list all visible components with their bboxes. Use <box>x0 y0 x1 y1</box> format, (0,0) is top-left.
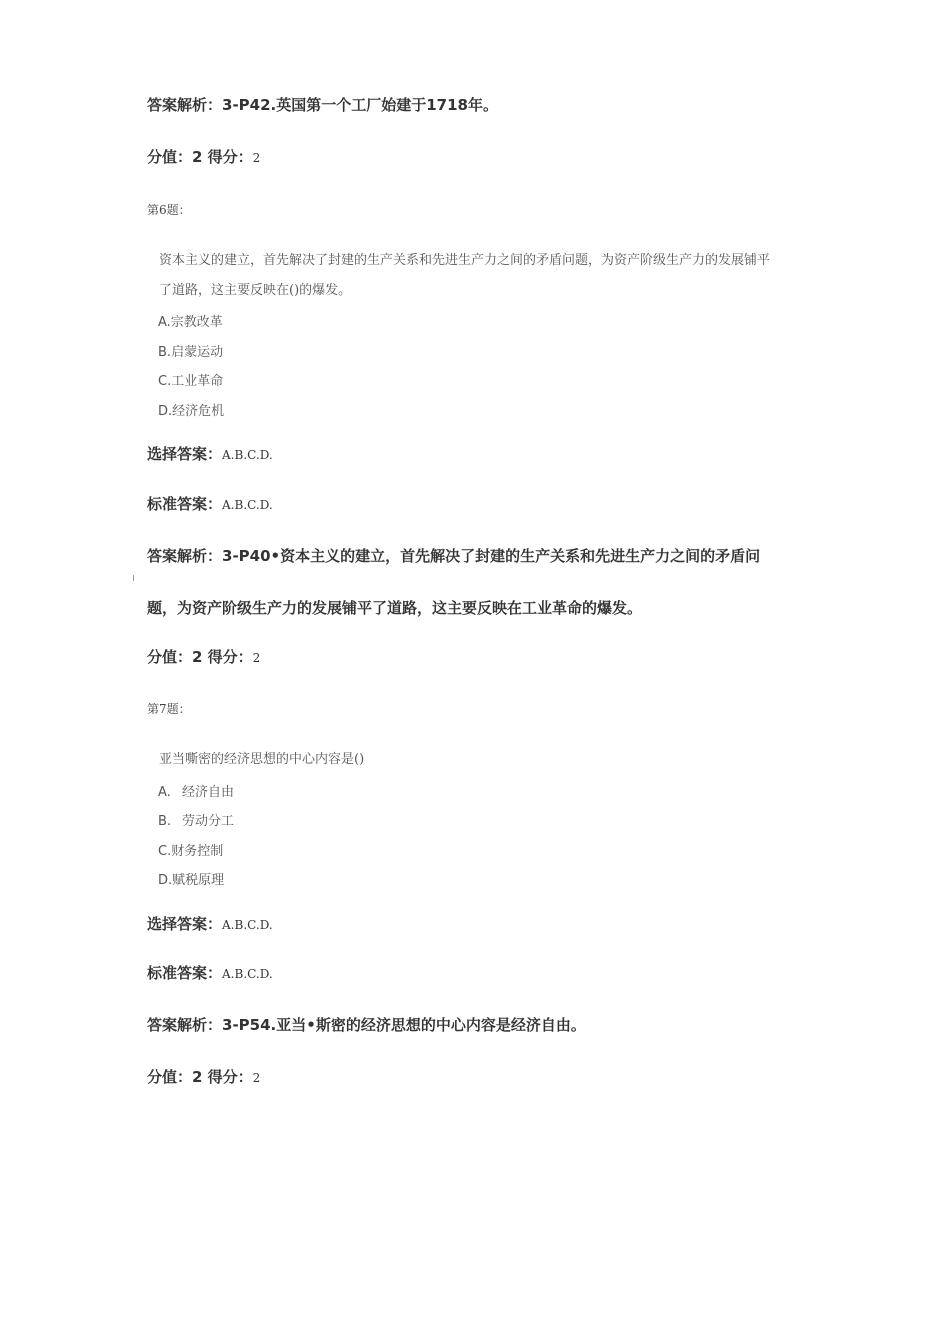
option-a-q6 <box>158 311 223 330</box>
question-number-6: 第6题： <box>147 203 191 217</box>
score-line-q6 <box>147 646 260 667</box>
question-text-7: 亚当嘶密的经济思想的中心内容是() <box>159 752 365 767</box>
option-b-q6 <box>158 341 223 360</box>
question-number-7: 第7题： <box>147 702 191 716</box>
selected-answer-value: A.B.C.D. <box>222 918 273 932</box>
option-c-q6 <box>158 370 223 389</box>
option-text: 经济自由 <box>182 785 235 800</box>
option-d-q7 <box>158 869 224 888</box>
option-letter: C. <box>158 374 172 389</box>
standard-answer-q7 <box>147 962 273 983</box>
option-text: 启蒙运动 <box>171 345 224 360</box>
selected-answer-value: A.B.C.D. <box>222 448 273 462</box>
question-text-6-line1: 资本主义的建立，首先解决了封建的生产关系和先进生产力之间的矛盾问题，为资产阶级生产力的发展铺平 <box>159 253 771 268</box>
score-label: 分值：2 得分： <box>147 648 253 666</box>
option-letter: B. <box>158 814 172 829</box>
answer-analysis-q7: 答案解析：3-P54.亚当•斯密的经济思想的中心内容是经济自由。 <box>147 1016 586 1034</box>
score-line-q7 <box>147 1066 260 1087</box>
margin-mark <box>133 575 134 581</box>
option-letter: B. <box>158 345 172 360</box>
answer-analysis-q6-line1: 答案解析：3-P40•资本主义的建立，首先解决了封建的生产关系和先进生产力之间的矛盾问 <box>147 547 761 565</box>
option-letter: D. <box>158 873 173 888</box>
standard-answer-q6 <box>147 493 273 514</box>
option-text: 财务控制 <box>171 844 224 859</box>
option-letter: A. <box>158 785 171 800</box>
score-value: 2 <box>252 151 261 165</box>
answer-analysis-q5: 答案解析：3-P42.英国第一个工厂始建于1718年。 <box>147 96 498 114</box>
score-value: 2 <box>252 651 261 665</box>
question-text-6-line2: 了道路，这主要反映在()的爆发。 <box>159 283 352 298</box>
selected-answer-q6 <box>147 443 273 464</box>
selected-answer-label: 选择答案： <box>147 915 223 933</box>
selected-answer-q7 <box>147 913 273 934</box>
option-c-q7 <box>158 840 223 859</box>
selected-answer-label: 选择答案： <box>147 445 223 463</box>
standard-answer-label: 标准答案： <box>147 495 223 513</box>
option-text: 赋税原理 <box>172 873 225 888</box>
standard-answer-value: A.B.C.D. <box>222 498 273 512</box>
option-b-q7 <box>158 810 234 829</box>
score-label: 分值：2 得分： <box>147 148 253 166</box>
score-line-q5 <box>147 146 260 167</box>
option-letter: C. <box>158 844 172 859</box>
option-text: 工业革命 <box>171 374 224 389</box>
option-letter: D. <box>158 404 173 419</box>
standard-answer-value: A.B.C.D. <box>222 967 273 981</box>
option-a-q7 <box>158 781 234 800</box>
score-label: 分值：2 得分： <box>147 1068 253 1086</box>
option-text: 劳动分工 <box>182 814 235 829</box>
option-text: 经济危机 <box>172 404 225 419</box>
score-value: 2 <box>252 1071 261 1085</box>
option-letter: A. <box>158 315 171 330</box>
standard-answer-label: 标准答案： <box>147 964 223 982</box>
option-d-q6 <box>158 400 224 419</box>
answer-analysis-q6-line2: 题，为资产阶级生产力的发展铺平了道路，这主要反映在工业革命的爆发。 <box>147 599 643 617</box>
option-text: 宗教改革 <box>170 315 223 330</box>
